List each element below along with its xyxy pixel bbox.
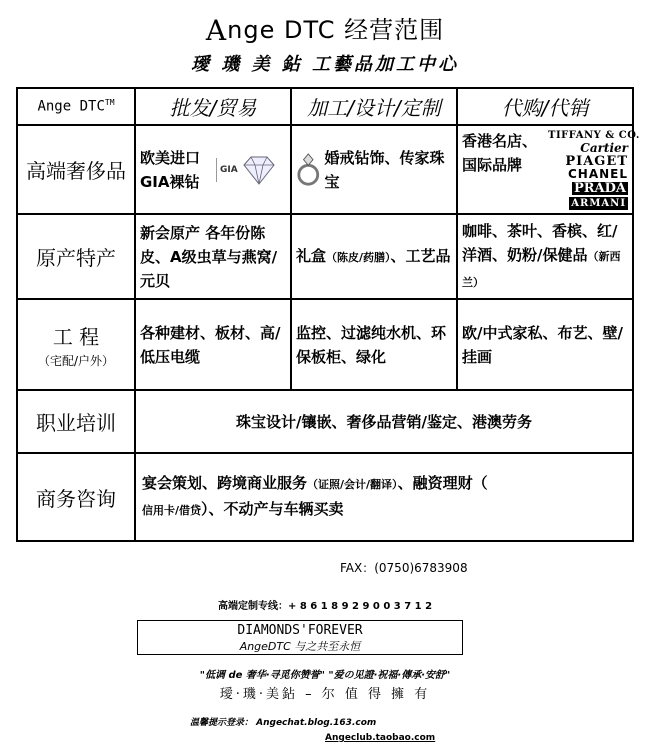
text-gia-diamonds: 欧美进口 GIA裸钻 xyxy=(140,148,201,191)
col-header-wholesale: 批发/贸易 xyxy=(135,88,291,125)
armani-logo: ARMANI xyxy=(571,198,626,209)
prada-logo: PRADA xyxy=(573,181,626,196)
cartier-logo: Cartier xyxy=(580,141,628,155)
row-label-luxury: 高端奢侈品 xyxy=(17,125,135,214)
cell-engineering-processing: 监控、过滤纯水机、环保板柜、绿化 xyxy=(291,299,457,390)
logo-text: nge DTC xyxy=(227,16,336,44)
gia-logo: GIA xyxy=(216,158,238,182)
row-label-consulting: 商务咨询 xyxy=(17,453,135,541)
subtitle: 璦 璣 美 鉆 工藝品加工中心 xyxy=(190,54,460,75)
scope-title: 经营范围 xyxy=(344,16,445,44)
taobao-link[interactable]: Angeclub.taobao.com xyxy=(325,733,436,743)
corner-brand: Ange DTC™ xyxy=(17,88,135,125)
cell-luxury-wholesale xyxy=(135,125,291,214)
brand-logos xyxy=(548,129,640,210)
page-header xyxy=(0,10,650,45)
diamonds-forever-text: DIAMONDS'FOREVER xyxy=(237,623,363,638)
slogan-box xyxy=(137,620,463,655)
text-wedding-jewelry: 婚戒钻饰、传家珠宝 xyxy=(324,148,445,191)
cell-training: 珠宝设计/镶嵌、奢侈品营销/鉴定、港澳劳务 xyxy=(135,390,633,453)
cell-specialties-wholesale: 新会原产 各年份陈皮、A级虫草与燕窝/元贝 xyxy=(135,214,291,299)
cell-engineering-agency: 欧/中式家私、布艺、壁/挂画 xyxy=(457,299,633,390)
cell-luxury-processing xyxy=(291,125,457,214)
diamond-icon xyxy=(242,155,276,185)
business-table xyxy=(16,87,640,542)
row-label-training: 职业培训 xyxy=(17,390,135,453)
row-label-engineering: 工 程 （宅配/户外） xyxy=(17,299,135,390)
cell-consulting: 宴会策划、跨境商业服务（证照/会计/翻译）、融资理财（ 信用卡/借贷）、不动产与车辆买卖 xyxy=(135,453,633,541)
cell-engineering-wholesale: 各种建材、板材、高/低压电缆 xyxy=(135,299,291,390)
piaget-logo: PIAGET xyxy=(565,154,628,169)
cell-specialties-processing: 礼盒（陈皮/药膳）、工艺品 xyxy=(291,214,457,299)
chanel-logo: CHANEL xyxy=(567,167,628,181)
fax-number: FAX：(0750)6783908 xyxy=(340,561,468,575)
col-header-agency: 代购/代销 xyxy=(457,88,633,125)
logo-a-diamond-icon: A xyxy=(205,14,228,47)
slogan-text: "低调 de 奢华·寻觅你赞誉" "爱の见證·祝福·傳承·安舒" xyxy=(199,670,451,681)
cell-luxury-agency xyxy=(457,125,640,214)
ring-icon xyxy=(296,151,321,189)
blog-link[interactable]: 温馨提示登录： Angechat.blog.163.com xyxy=(190,718,377,728)
text-hk-stores: 香港名店、国际品牌 xyxy=(462,132,538,174)
brand-name-line: 璦·璣·美鉆 – 尔 值 得 擁 有 xyxy=(219,687,431,702)
hotline: 高端定制专线：+ 8 6 1 8 9 2 9 0 0 3 7 1 2 xyxy=(217,601,433,612)
tiffany-logo: TIFFANY & CO. xyxy=(548,130,640,141)
col-header-processing: 加工/设计/定制 xyxy=(291,88,457,125)
row-label-local-specialties: 原产特产 xyxy=(17,214,135,299)
forever-subtext: AngeDTC 与之共至永恒 xyxy=(239,640,361,653)
cell-specialties-agency: 咖啡、茶叶、香槟、红/洋酒、奶粉/保健品（新西兰） xyxy=(457,214,633,299)
